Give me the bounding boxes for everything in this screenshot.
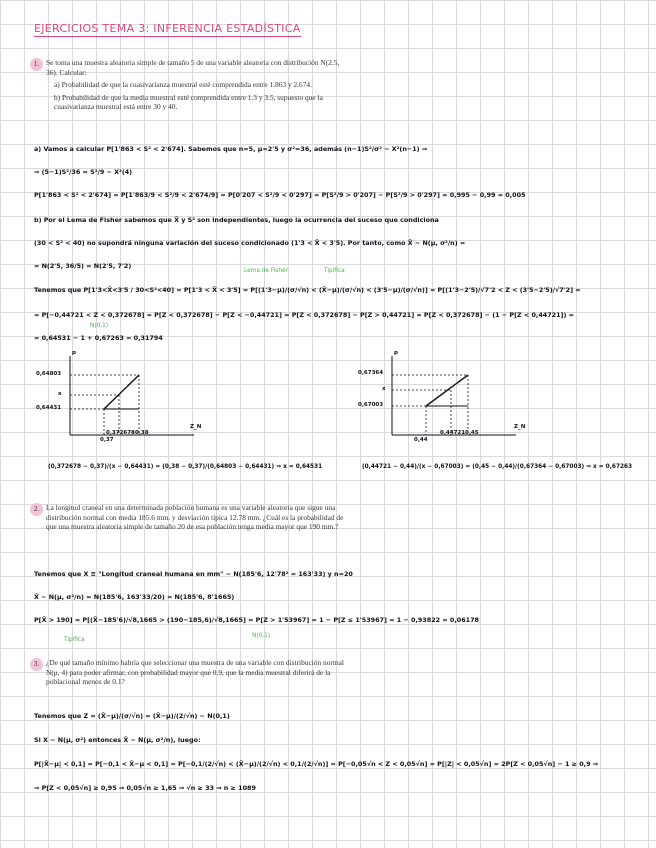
exercise-1-part-a: a) Probabilidad de que la cuasivarianza muestral esté comprendida entre 1.863 y 2.674.	[54, 80, 312, 90]
solution-1b-line-6: = 0,64531 − 1 + 0,67263 = 0,31794	[34, 334, 163, 342]
graph-1-z-label: Z_N	[190, 424, 202, 430]
graph-2-y0-label: 0,67003	[358, 402, 384, 408]
graph-1-y1-label: 0,64803	[36, 371, 62, 377]
graph-1-segment	[104, 375, 139, 409]
graph-1-x1-label: 0,372678	[106, 430, 135, 436]
solution-1a-line-2: ⇒ (5−1)S²/36 = S²/9 ∼ X²(4)	[34, 168, 133, 176]
solution-3-line-4: ⇒ P[Z < 0,05√n] ≥ 0,95 ⇒ 0,05√n ≥ 1,65 ⇒ √n ≥ 33 ⇒ n ≥ 1089	[34, 784, 256, 792]
graph-1-y0-label: 0,64431	[36, 405, 62, 411]
graph-2-p-label: p	[394, 350, 398, 356]
note-n01: N(0,1)	[90, 323, 109, 329]
graph-2-y1-label: 0,67364	[358, 370, 384, 376]
solution-2-line-2: X̄ ∼ N(μ, σ²/n) = N(185'6, 163'33/20) = N(185'6, 8'1665)	[34, 593, 235, 601]
graph-1-equation: (0,372678 − 0,37)/(x − 0,64431) = (0,38 − 0,37)/(0,64803 − 0,64431) ⇒ x = 0,64531	[48, 464, 323, 470]
interpolation-graph-2	[356, 350, 526, 442]
note-lema-fisher: Lema de Fisher	[244, 268, 288, 274]
exercise-number-badge: 1.	[30, 58, 43, 71]
graph-2-equation: (0,44721 − 0,44)/(x − 0,67003) = (0,45 − 0,44)/(0,67364 − 0,67003) ⇒ x = 0,67263	[362, 464, 633, 470]
note-tipifica-2: Tipifica	[64, 637, 85, 643]
note-n01-2: N(0,1)	[252, 633, 271, 639]
solution-3-line-1: Tenemos que Z = (X̄−μ)/(σ/√n) = (X̄−μ)/(2/√n) ∼ N(0,1)	[34, 712, 230, 720]
exercise-2-statement: La longitud craneal en una determinada población humana es una variable aleatoria que sigue una distribución normal con media 185.6 mm. y desviación típica 12.78 mm. ¿Cuál es la probabilidad de que una muestra aleatoria simple de tamaño 20 de esa población tenga media mayor que 190 mm.?	[46, 503, 344, 532]
solution-1b-line-1: b) Por el Lema de Fisher sabemos que X̄ y S² son independientes, luego la ocurrencia del suceso que condiciona	[34, 216, 439, 224]
solution-1b-line-5: = P[−0,44721 < Z < 0,372678] = P[Z < 0,372678] − P[Z < −0,44721] = P[Z < 0,372678] − P[Z > 0,44721] = P[Z < 0,372678] − (1 − P[Z < 0,44721]) =	[34, 311, 574, 319]
exercise-1-statement	[46, 58, 346, 112]
solution-1b-line-2: (30 < S² < 40) no supondrá ninguna variación del suceso condicionado (1'3 < X̄ < 3'5). Por tanto, como X̄ ∼ N(μ, σ²/n) =	[34, 239, 466, 247]
page-title: EJERCICIOS TEMA 3: INFERENCIA ESTADÍSTICA	[34, 22, 301, 35]
graph-2-yx-label: x	[382, 386, 386, 392]
graph-2-x0-label: 0,44	[414, 437, 428, 443]
solution-1b-line-3: = N(2'5, 36/5) = N(2'5, 7'2)	[34, 262, 132, 270]
graph-2-x2-label: 0,45	[465, 430, 479, 436]
solution-3-line-3: P[|X̄−μ| < 0,1] = P[−0,1 < X̄−μ < 0,1] = P[−0,1/(2/√n) < (X̄−μ)/(2/√n) < 0,1/(2/√n)] = P[−0,05√n < Z < 0,05√n] = P[|Z| < 0,05√n] = 2P[Z < 0,05√n] − 1 ≥ 0,9 ⇒	[34, 760, 599, 768]
graph-1-x2-label: 0,38	[135, 430, 149, 436]
solution-3-line-2: Si X ∼ N(μ, σ²) entonces X̄ ∼ N(μ, σ²/n), luego:	[34, 736, 201, 744]
exercise-1-text: Se toma una muestra aleatoria simple de tamaño 5 de una variable aleatoria con distribución N(2.5, 36). Calcular:	[46, 58, 340, 77]
exercise-3-statement: ¿De qué tamaño mínimo habría que seleccionar una muestra de una variable con distribución normal N(μ, 4) para poder afirmar, con probabilidad mayor que 0.9, que la media muestral diferirá de la poblacional menos de 0.1?	[46, 658, 344, 687]
note-tipifica: Tipifica	[324, 268, 345, 274]
solution-1a-line-3: P[1'863 < S² < 2'674] = P[1'863/9 < S²/9 < 2'674/9] = P[0'207 < S²/9 < 0'297] = P[S²/9 > 0'207] − P[S²/9 > 0'297] = 0,995 − 0,99 = 0,005	[34, 191, 526, 199]
graph-2-x1-label: 0,44721	[440, 430, 466, 436]
solution-1b-line-4: Tenemos que P[1'3<X̄<3'5 / 30<S²<40] = P[1'3 < X̄ < 3'5] = P[(1'3−μ)/(σ/√n) < (X̄−μ)/(σ/√n) < (3'5−μ)/(σ/√n)] = P[(1'3−2'5)/√7'2 < Z < (3'5−2'5)/√7'2] =	[34, 286, 581, 294]
graph-2-segment	[426, 375, 468, 406]
solution-2-line-3: P[X̄ > 190] = P[(X̄−185'6)/√8,1665 > (190−185,6)/√8,1665] = P[Z > 1'53967] = 1 − P[Z ≤ 1'53967] = 1 − 0,93822 = 0,06178	[34, 616, 479, 624]
graph-1-x0-label: 0,37	[100, 437, 114, 443]
graph-1-p-label: p	[72, 350, 76, 356]
exercise-number-badge: 2.	[30, 503, 43, 516]
exercise-number-badge: 3.	[30, 658, 43, 671]
exercise-1-part-b: b) Probabilidad de que la media muestral esté comprendida entre 1.3 y 3.5, supuesto que la cuasivarianza muestral está entre 30 y 40.	[54, 92, 323, 112]
graph-2-z-label: Z_N	[514, 424, 526, 430]
solution-1a-line-1: a) Vamos a calcular P[1'863 < S² < 2'674]. Sabemos que n=5, μ=2'5 y σ²=36, además (n−1)S²/σ² ∼ X²(n−1) ⇒	[34, 145, 428, 153]
solution-2-line-1: Tenemos que X ≡ "Longitud craneal humana en mm" ∼ N(185'6, 12'78² = 163'33) y n=20	[34, 570, 353, 578]
graph-1-yx-label: x	[58, 391, 62, 397]
